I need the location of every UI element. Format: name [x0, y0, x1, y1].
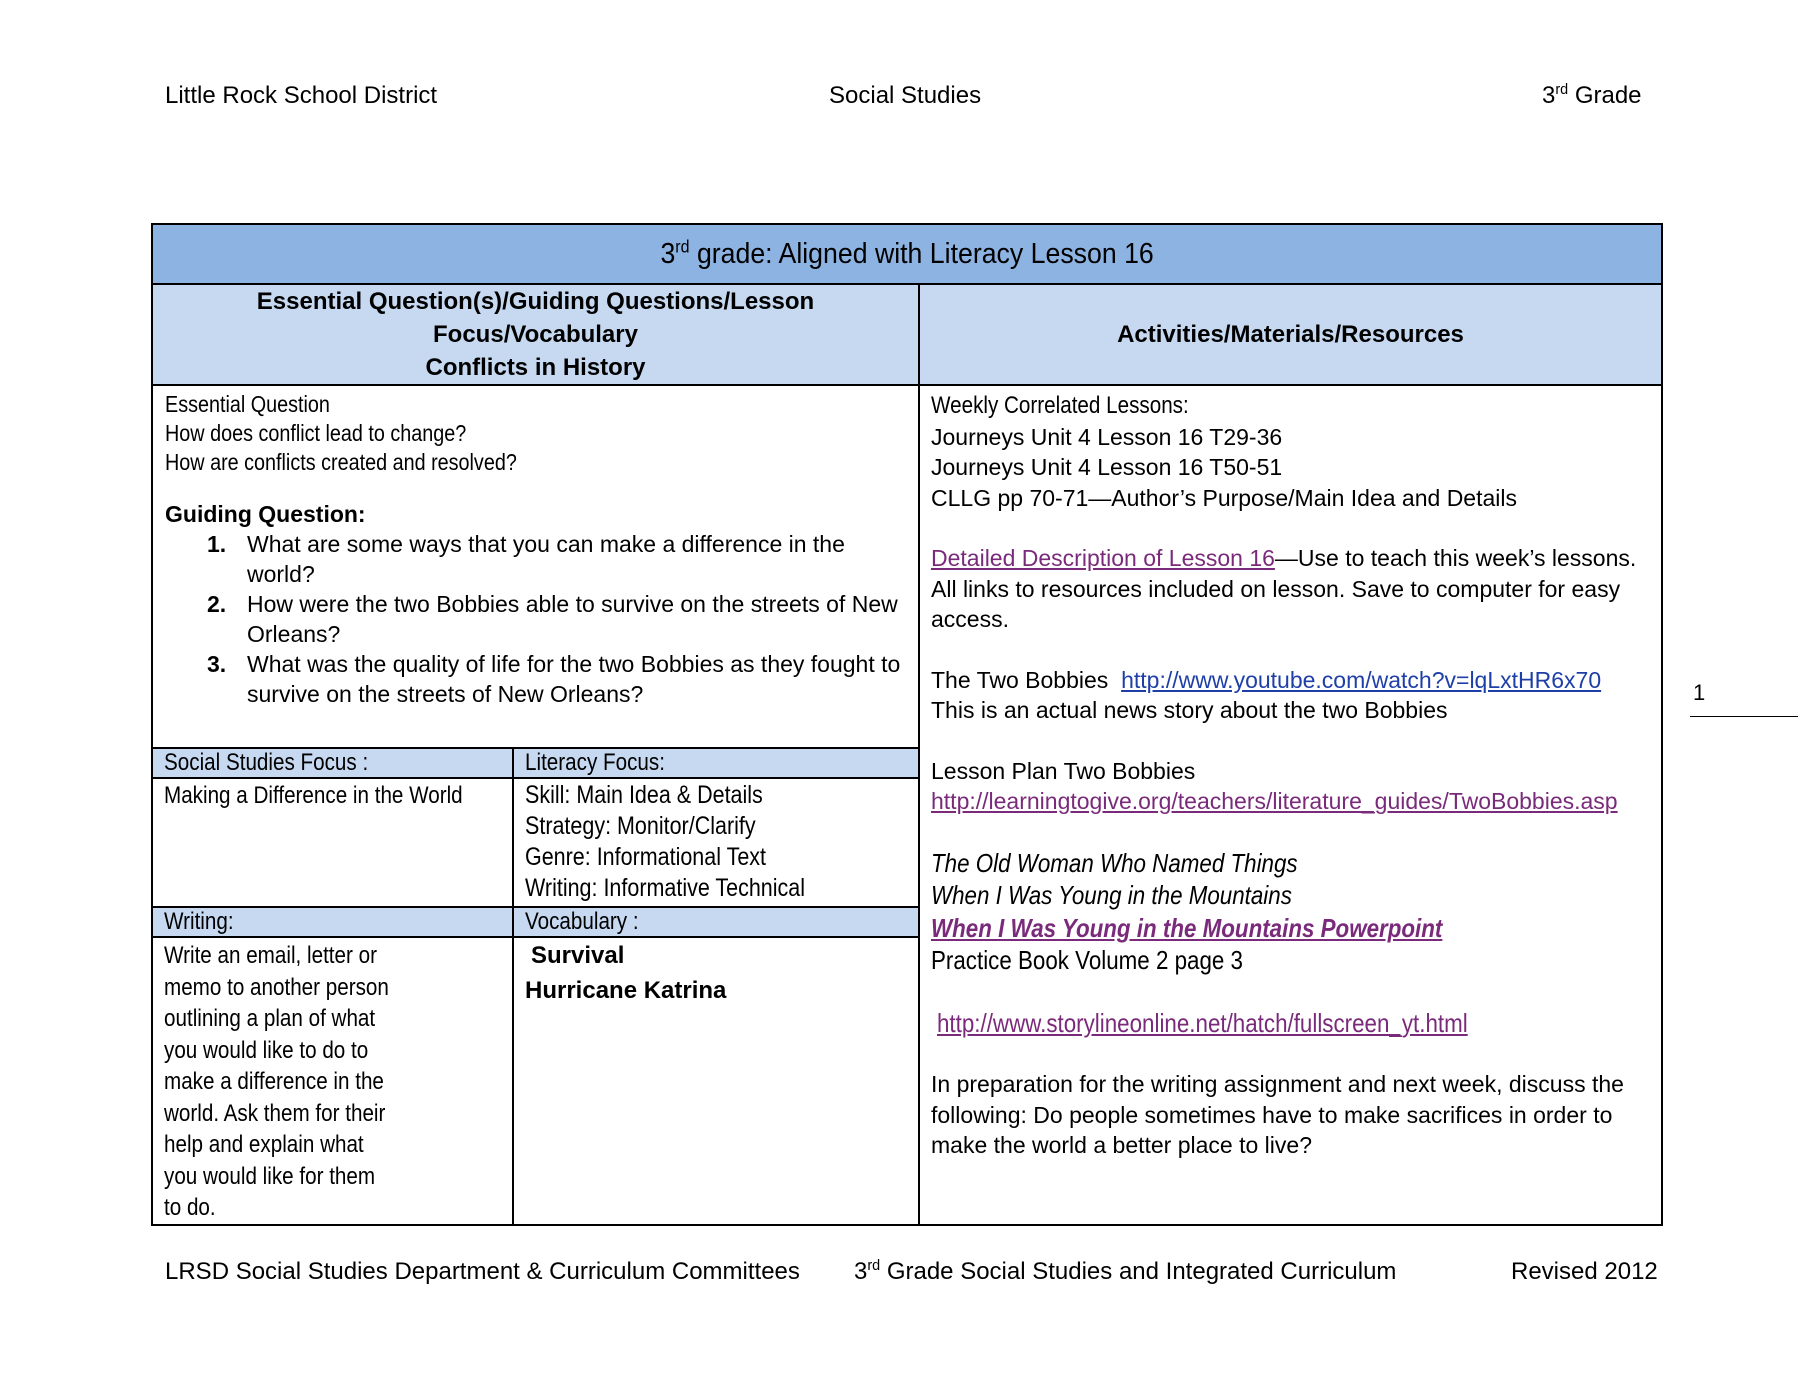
lit-value: Main Idea & Details — [570, 781, 763, 809]
list-item — [165, 589, 906, 649]
essential-label: Essential Question — [165, 391, 330, 417]
writing-line: to do. — [164, 1194, 216, 1221]
page-number-rule — [1690, 716, 1798, 717]
lit-focus-label-text: Literacy Focus: — [525, 749, 665, 776]
lit-key: Writing: — [525, 874, 598, 902]
essential-q2: How are conflicts created and resolved? — [165, 449, 517, 475]
weekly-lesson: Journeys Unit 4 Lesson 16 T50-51 — [931, 454, 1283, 480]
two-bobbies-line — [931, 665, 1649, 696]
header-grade — [1542, 82, 1642, 110]
lit-value: Informative Technical — [597, 874, 806, 902]
col1-header-line1: Essential Question(s)/Guiding Questions/Lesson — [256, 288, 815, 315]
lit-focus-values — [513, 778, 918, 907]
prep-paragraph: In preparation for the writing assignment and next week, discuss the following: Do people sometimes have to make sacrifices in order to make the world a better place to live? — [931, 1071, 1624, 1158]
ss-focus-label — [153, 748, 513, 778]
col1-header — [152, 284, 919, 385]
header-district: Little Rock School District — [165, 82, 438, 109]
footer-right: Revised 2012 — [1511, 1258, 1658, 1285]
table-title — [152, 224, 1662, 284]
two-bobbies-label: The Two Bobbies — [931, 666, 1122, 693]
header-subject: Social Studies — [829, 82, 982, 109]
footer-mid-num: 3 — [854, 1258, 868, 1285]
vocab-word: Survival — [531, 942, 625, 969]
lit-value: Monitor/Clarify — [611, 812, 756, 840]
vocab-list — [513, 937, 918, 1224]
activities-column — [919, 385, 1662, 1225]
guiding-list — [165, 529, 906, 709]
weekly-label: Weekly Correlated Lessons: — [931, 392, 1189, 419]
detailed-paragraph — [931, 543, 1649, 635]
title-sup: rd — [675, 235, 690, 256]
col1-header-line3: Conflicts in History — [425, 354, 646, 381]
guiding-text: How were the two Bobbies able to survive on the streets of New Orleans? — [247, 591, 898, 647]
left-column — [152, 385, 919, 1225]
detailed-description-link[interactable]: Detailed Description of Lesson 16 — [931, 545, 1275, 571]
ss-focus-value-text: Making a Difference in the World — [164, 782, 463, 809]
detailed-rest: —Use to teach this week’s lessons. All links to resources included on lesson. Save to computer for easy access. — [931, 545, 1637, 632]
weekly-lesson: CLLG pp 70-71—Author’s Purpose/Main Idea and Details — [931, 484, 1517, 511]
questions-section — [153, 386, 918, 747]
guiding-num: 2. — [207, 591, 227, 617]
book-title: When I Was Young in the Mountains — [931, 880, 1292, 910]
lesson-plan-label: Lesson Plan Two Bobbies — [931, 757, 1196, 784]
writing-label-text: Writing: — [164, 908, 234, 935]
vocab-label — [513, 907, 918, 937]
powerpoint-link[interactable]: When I Was Young in the Mountains Powerpoint — [931, 912, 1443, 943]
col2-header: Activities/Materials/Resources — [919, 284, 1662, 385]
two-bobbies-note: This is an actual news story about the two Bobbies — [931, 697, 1448, 723]
footer-mid-sup: rd — [867, 1258, 881, 1274]
writing-line: outlining a plan of what — [164, 1005, 376, 1032]
writing-line: you would like for them — [164, 1162, 376, 1190]
footer-left: LRSD Social Studies Department & Curriculum Committees — [165, 1258, 800, 1285]
writing-label — [153, 907, 513, 937]
title-num: 3 — [660, 237, 676, 270]
lit-focus-label — [513, 748, 918, 778]
lesson-table — [151, 223, 1663, 1226]
lesson-plan-link[interactable]: http://learningtogive.org/teachers/literature_guides/TwoBobbies.asp — [931, 788, 1618, 814]
ss-focus-value — [153, 778, 513, 907]
footer-mid — [854, 1258, 1396, 1286]
guiding-text: What was the quality of life for the two Bobbies as they fought to survive on the streets of New Orleans? — [247, 651, 901, 707]
guiding-num: 1. — [207, 531, 227, 557]
lit-key: Skill: — [525, 781, 571, 809]
writing-line: Write an email, letter or — [164, 942, 377, 969]
writing-line: make a difference in the — [164, 1068, 384, 1095]
title-rest: grade: Aligned with Literacy Lesson 16 — [689, 237, 1154, 270]
writing-line: you would like to do to — [164, 1036, 369, 1064]
vocab-word: Hurricane Katrina — [525, 977, 727, 1004]
weekly-lesson: Journeys Unit 4 Lesson 16 T29-36 — [931, 423, 1283, 450]
practice-book: Practice Book Volume 2 page 3 — [931, 945, 1243, 975]
youtube-link[interactable]: http://www.youtube.com/watch?v=lqLxtHR6x70 — [1121, 666, 1602, 693]
guiding-label: Guiding Question: — [165, 501, 366, 527]
header-grade-word: Grade — [1568, 82, 1642, 109]
footer-mid-rest: Grade Social Studies and Integrated Curriculum — [880, 1258, 1397, 1285]
col1-header-line2: Focus/Vocabulary — [433, 321, 638, 348]
writing-line: memo to another person — [164, 973, 389, 1001]
ss-focus-label-text: Social Studies Focus : — [164, 749, 369, 776]
list-item — [165, 649, 906, 709]
focus-table — [153, 747, 918, 1224]
lit-key: Genre: — [525, 843, 591, 871]
guiding-num: 3. — [207, 651, 227, 677]
book-title: The Old Woman Who Named Things — [931, 847, 1298, 878]
header-grade-sup: rd — [1555, 82, 1569, 98]
header-grade-num: 3 — [1542, 82, 1556, 109]
writing-line: world. Ask them for their — [164, 1099, 386, 1127]
storyline-link[interactable]: http://www.storylineonline.net/hatch/fullscreen_yt.html — [937, 1007, 1468, 1038]
writing-line: help and explain what — [164, 1131, 364, 1158]
essential-q1: How does conflict lead to change? — [165, 420, 467, 446]
page-number: 1 — [1693, 680, 1706, 705]
writing-prompt — [153, 937, 513, 1224]
lit-value: Informational Text — [590, 843, 767, 871]
list-item — [165, 529, 906, 589]
vocab-label-text: Vocabulary : — [525, 908, 639, 935]
guiding-text: What are some ways that you can make a difference in the world? — [247, 531, 845, 587]
lit-key: Strategy: — [525, 812, 612, 840]
